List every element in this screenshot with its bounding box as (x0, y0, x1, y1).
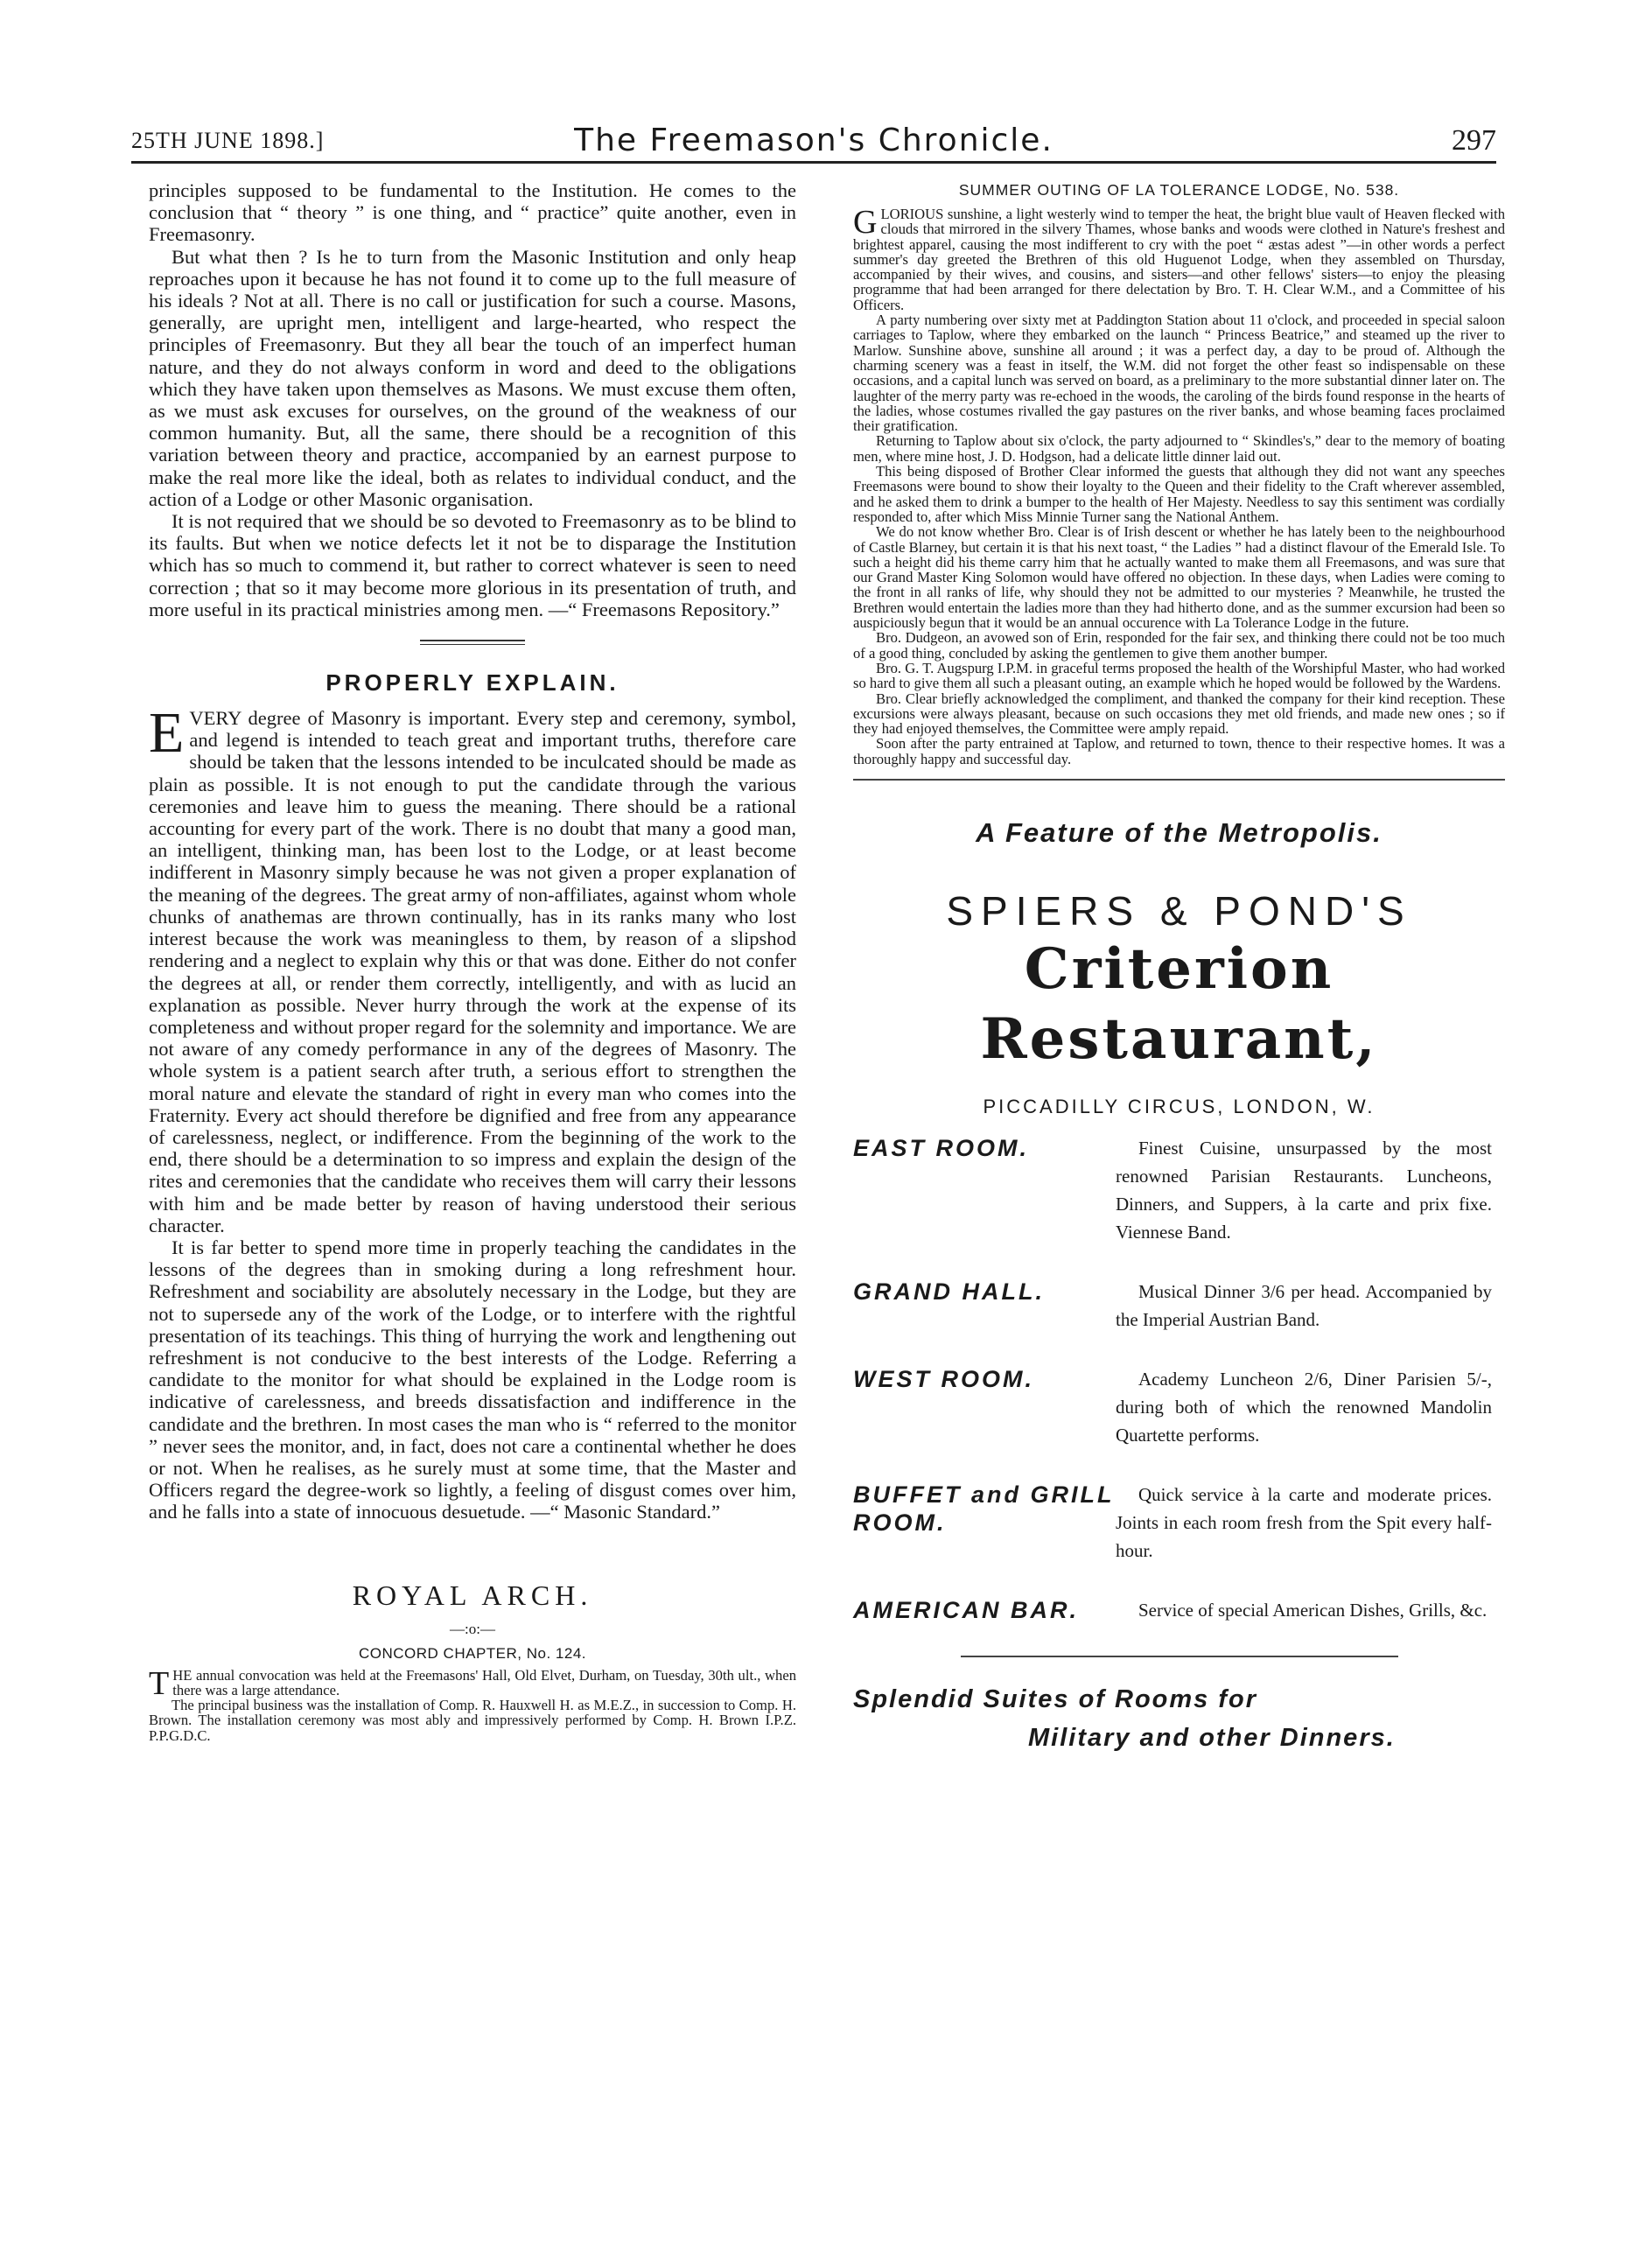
royal-arch-heading: ROYAL ARCH. (352, 1579, 593, 1611)
properly-explain-heading: PROPERLY EXPLAIN. (326, 669, 620, 697)
criterion-advertisement (853, 817, 1505, 1757)
ad-room-row (853, 1596, 1505, 1624)
ad-room-description: Service of special American Dishes, Grills, &c. (1138, 1599, 1488, 1621)
intro-paragraph-3: It is not required that we should be so devoted to Freemasonry as to be blind to its faults. But when we notice defects let it not be to disparage the Institution which has so much to commend it, but rather to correct whatever is seen to need correction ; that so it may become more glorious in its presentation of truth, and more useful in its practical ministries among men. —“ Freemasons Repository.” (149, 510, 796, 620)
outing-paragraph-1 (853, 204, 1505, 313)
ad-room-description: Quick service à la carte and moderate prices. Joints in each room fresh from the Spit every half-hour. (1116, 1483, 1492, 1561)
ad-room-name: GRAND HALL. (853, 1278, 1045, 1305)
summer-outing-heading: SUMMER OUTING OF LA TOLERANCE LODGE, No. 538. (958, 181, 1400, 199)
outing-paragraph-5: We do not know whether Bro. Clear is of Irish descent or whether he has lately been to the neighbourhood of Castle Blarney, but certain it is that his next toast, “ the Ladies ” had a distinct flavour of the Emerald Isle. To such a height did his theme carry him that he actually wanted to make them all Freemasons, and was sure that our Grand Master King Solomon would have offered no objection. In these days, when Ladies were coming to the front in all ranks of life, why should they not be admitted to our mysteries ? Meanwhile, he trusted the Brethren would entertain the ladies more than they had hitherto done, and as the summer excursion had been so auspiciously begun that it would be an annual occurence with La Tolerance Lodge in the future. (853, 523, 1505, 632)
ad-room-name: EAST ROOM. (853, 1134, 1030, 1161)
page-header (131, 123, 1496, 164)
ad-address: PICCADILLY CIRCUS, LONDON, W. (983, 1095, 1376, 1117)
ad-feature-line: A Feature of the Metropolis. (976, 816, 1382, 848)
masthead-title: The Freemason's Chronicle. (574, 123, 1054, 158)
ad-room-description: Musical Dinner 3/6 per head. Accompanied by the Imperial Austrian Band. (1116, 1280, 1492, 1330)
ad-room-row (853, 1134, 1505, 1246)
outing-paragraph-9: Soon after the party entrained at Taplow, and returned to town, thence to their respective homes. It was a thoroughly happy and successful day. (853, 735, 1505, 767)
ad-room-row (853, 1481, 1505, 1565)
ad-room-description: Finest Cuisine, unsurpassed by the most renowned Parisian Restaurants. Luncheons, Dinners, and Suppers, à la carte and prix fixe. Viennese Band. (1116, 1137, 1492, 1243)
drop-cap: E (149, 701, 185, 766)
ad-spiers-pond: SPIERS & POND'S (946, 887, 1412, 934)
concord-paragraph-2: The principal business was the installation of Comp. R. Hauxwell H. as M.E.Z., in succession to Comp. H. Brown. The installation ceremony was most ably and impressively performed by Comp. H. Brown I.P.Z. P.P.G.D.C. (149, 1697, 796, 1744)
right-column (853, 179, 1505, 1757)
issue-date: 25TH JUNE 1898.] (131, 128, 325, 153)
ad-room-name: WEST ROOM. (853, 1365, 1034, 1392)
properly-explain-paragraph-1 (149, 701, 796, 1236)
properly-explain-paragraph-2: It is far better to spend more time in properly teaching the candidates in the lessons of the degrees than in smoking during a long refreshment hour. Refreshment and sociability are absolutely necessary in the Lodge, but they are not to supersede any of the work of the Lodge, or to interfere with the rightful presentation of its teachings. This thing of hurrying the work and lengthening out refreshment is not conducive to the best interests of the Lodge. Referring a candidate to the monitor for what should be explained in the Lodge room is indicative of carelessness, and breeds dissatisfaction and indifference in the candidate and the brethren. In most cases the man who is “ referred to the monitor ” never sees the monitor, and, in fact, does not care a continental whether he does or not. When he realises, as he surely must at some time, that the Master and Officers regard the degree-work so lightly, a feeling of disgust comes over him, and he falls into a state of innocuous desuetude. —“ Masonic Standard.” (149, 1236, 796, 1523)
ad-room-row (853, 1278, 1505, 1334)
ad-suites-line-1: Splendid Suites of Rooms for (853, 1684, 1258, 1713)
outing-paragraph-7: Bro. G. T. Augspurg I.P.M. in graceful terms proposed the health of the Worshipful Master, who had worked so hard to give them all such a pleasant outing, an example which he hoped would be followed by the Wardens. (853, 659, 1505, 692)
outing-paragraph-6: Bro. Dudgeon, an avowed son of Erin, responded for the fair sex, and thinking there could not be too much of a good thing, concluded by asking the gentlemen to give them another bumper. (853, 629, 1505, 662)
concord-paragraph-1 (149, 1664, 796, 1702)
left-column (149, 179, 796, 1743)
page-number: 297 (1452, 124, 1496, 157)
properly-explain-text-1: VERY degree of Masonry is important. Every step and ceremony, symbol, and legend is intended to teach great and important truths, therefore care should be taken that the lessons intended to be inculcated should be made as plain as possible. It is not enough to put the candidate through the various ceremonies and leave him to guess the meaning. There should be a rational accounting for every part of the work. There is no doubt that many a good man, an intelligent, thinking man, has been lost to the Lodge, or at least become indifferent in Masonry simply because he was not given a proper explanation of the meaning of the degrees. The great army of non-affiliates, against whom whole chunks of anathemas are thrown continually, has in its ranks many who lost interest because the work was meaningless to them, by reason of a slipshod rendering and a neglect to explain why this or that was done. Either do not confer the degrees at all, or render them correctly, intelligently, and with as lucid an explanation as possible. Never hurry through the work at the expense of its completeness and without proper regard for the solemnity and importance. We are not aware of any comedy performance in any of the degrees of Masonry. The whole system is a patient search after truth, a serious effort to strengthen the moral nature and elevate the standard of right in every man who comes into the Fraternity. Every act should therefore be dignified and free from any appearance of carelessness, neglect, or indifference. From the beginning of the work to the end, there should be a determination to so impress and explain the design of the rites and ceremonies that the candidate who receives them will carry their lessons with him and be made better by reason of having understood their serious character. (149, 707, 796, 1236)
drop-cap: G (853, 204, 878, 241)
concord-text-1: HE annual convocation was held at the Freemasons' Hall, Old Elvet, Durham, on Tuesday, 30th ult., when there was a large attendance. (172, 1666, 796, 1698)
ad-room-row (853, 1365, 1505, 1449)
outing-paragraph-8: Bro. Clear briefly acknowledged the compliment, and thanked the company for their kind reception. These excursions were always pleasant, because on such occasions they met old friends, and made new ones ; so if they had enjoyed themselves, the Committee were amply repaid. (853, 690, 1505, 738)
section-divider (420, 640, 525, 645)
intro-paragraph-2: But what then ? Is he to turn from the Masonic Institution and only heap reproaches upon it because he has not found it to come up to the full measure of his ideals ? Not at all. There is no call or justification for such a course. Masons, generally, are upright men, intelligent and large-hearted, who respect the principles of Freemasonry. But they all bear the touch of an imperfect human nature, and they do not always conform in word and deed to the obligations which they have taken upon themselves as Masons. We must excuse them often, as we must ask excuses for ourselves, on the ground of the weakness of our common humanity. But, all the same, there should be a recognition of this variation between theory and practice, accompanied by an earnest purpose to make the real more like the ideal, both as relates to individual conduct, and the action of a Lodge or other Masonic organisation. (149, 245, 796, 510)
outing-paragraph-2: A party numbering over sixty met at Paddington Station about 11 o'clock, and proceeded in special saloon carriages to Taplow, where they embarked on the launch “ Princess Beatrice,” and steamed up the river to Marlow. Sunshine above, sunshine all around ; it was a perfect day, a day to be proud of. Although the charming scenery was a feast in itself, the W.M. did not forget the other feast so indispensable on these occasions, and a capital lunch was served on board, as a preliminary to the more substantial dinner later on. The laughter of the merry party was re-echoed in the woods, the caroling of the birds found response in the hearts of the ladies, whose costumes rivalled the gay pastures on the river banks, and whose beaming faces proclaimed their gratification. (853, 312, 1505, 435)
ad-room-name: BUFFET and GRILL ROOM. (853, 1481, 1114, 1536)
ad-room-name: AMERICAN BAR. (853, 1596, 1079, 1623)
royal-arch-separator: —:o:— (450, 1620, 495, 1637)
drop-cap: T (149, 1664, 170, 1702)
concord-chapter-heading: CONCORD CHAPTER, No. 124. (359, 1644, 586, 1662)
advertisement-divider (853, 779, 1505, 781)
ad-room-description: Academy Luncheon 2/6, Diner Parisien 5/-, during both of which the renowned Mandolin Quartette performs. (1116, 1368, 1492, 1446)
intro-paragraph-1: principles supposed to be fundamental to the Institution. He comes to the conclusion that “ theory ” is one thing, and “ practice” quite another, even in Freemasonry. (149, 179, 796, 246)
outing-paragraph-4: This being disposed of Brother Clear informed the guests that although they did not want any speeches Freemasons were bound to show their loyalty to the Queen and their fidelity to the Craft wherever assembled, and he asked them to drink a bumper to the health of Her Majesty. Needless to say this sentiment was cordially responded to, after which Miss Minnie Turner sang the National Anthem. (853, 463, 1505, 525)
ad-criterion-title: Criterion Restaurant, (980, 935, 1378, 1072)
ad-bottom-divider (961, 1656, 1398, 1657)
outing-text-1: LORIOUS sunshine, a light westerly wind to temper the heat, the bright blue vault of Heaven flecked with clouds that mirrored in the silvery Thames, whose banks and woods were clothed in Nature's freshest and brightest apparel, causing the most indifferent to cry with the poet “ æstas adest ”—in other words a perfect summer's day greeted the Brethren of this old Huguenot Lodge, when they assembled on Thursday, accompanied by their wives, and cousins, and sisters—and other fellows' sisters—to enjoy the pleasing programme that had been arranged for there delectation by Bro. T. H. Clear W.M., and a Committee of his Officers. (853, 206, 1505, 313)
ad-suites-line-2: Military and other Dinners. (1028, 1723, 1396, 1752)
outing-paragraph-3: Returning to Taplow about six o'clock, the party adjourned to “ Skindles's,” dear to the memory of boating men, where mine host, J. D. Hodgson, had a delicate little dinner laid out. (853, 432, 1505, 465)
